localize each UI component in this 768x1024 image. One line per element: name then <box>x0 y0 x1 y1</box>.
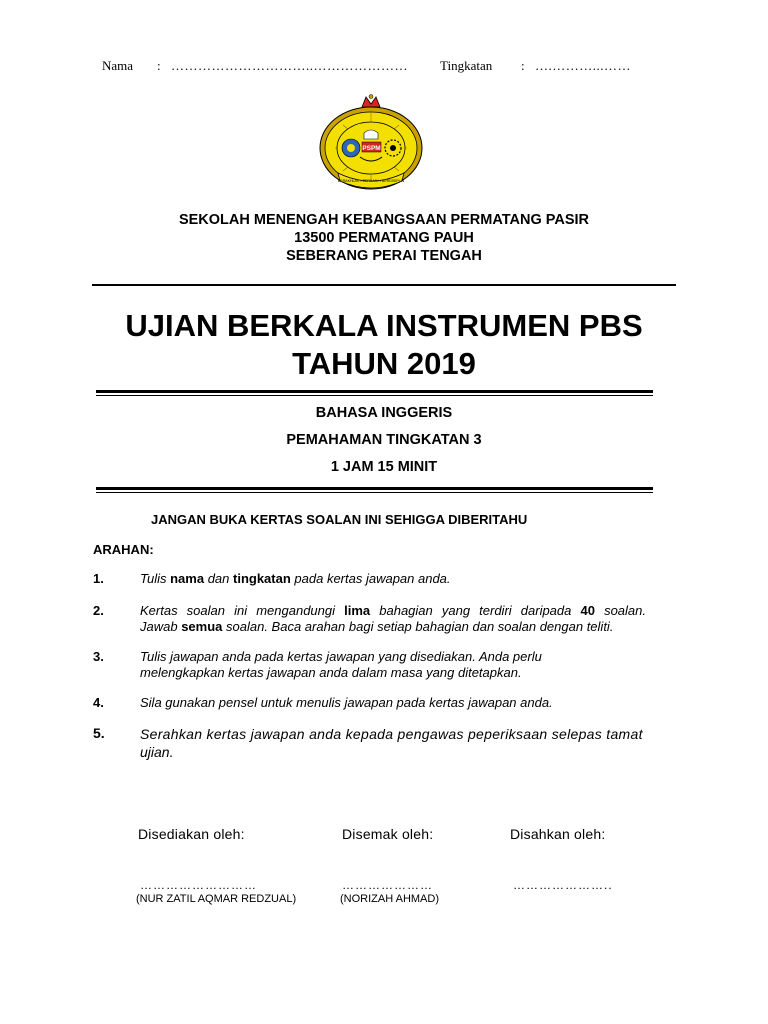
crest-motto: BERAKHLAK • BERILMU • BERDISIPLIN <box>337 179 405 183</box>
instruction-text-line2: Jawab semua soalan. Baca arahan bagi setiap bahagian dan soalan dengan teliti. <box>140 619 614 634</box>
instruction-text: Tulis nama dan tingkatan pada kertas jawapan anda. <box>140 571 451 586</box>
exam-paper: PEMAHAMAN TINGKATAN 3 <box>286 432 482 448</box>
signature-name: (NUR ZATIL AQMAR REDZUAL) <box>136 893 297 905</box>
header-divider <box>92 284 676 286</box>
school-crest <box>318 93 424 193</box>
instruction-text-line1: Sila gunakan pensel untuk menulis jawapan pada kertas jawapan anda. <box>140 695 553 710</box>
crest-icon <box>318 93 424 193</box>
signature-line: ………………… <box>342 878 433 892</box>
instruction-number: 4. <box>93 695 104 710</box>
signature-label: Disahkan oleh: <box>510 826 606 842</box>
subject-rule-thin <box>96 492 653 493</box>
form-separator: : <box>521 58 525 73</box>
subject-rule-thick <box>96 487 653 490</box>
name-separator: : <box>157 58 161 73</box>
instruction-text-line1: Serahkan kertas jawapan anda kepada pengawas peperiksaan selepas tamat <box>140 726 643 742</box>
signature-line: ……………………… <box>140 878 257 892</box>
signature-label: Disediakan oleh: <box>138 826 245 842</box>
form-label: Tingkatan <box>440 58 493 73</box>
instruction-text-line2: melengkapkan kertas jawapan anda dalam masa yang ditetapkan. <box>140 665 522 680</box>
exam-title-line2: TAHUN 2019 <box>292 346 476 381</box>
instruction-text-line1: Kertas soalan ini mengandungi lima bahagian yang terdiri daripada 40 soalan. <box>140 603 646 618</box>
instruction-number: 1. <box>93 571 104 586</box>
instruction-text-line2: ujian. <box>140 744 174 760</box>
instruction-number: 5. <box>93 725 105 741</box>
warning-text: JANGAN BUKA KERTAS SOALAN INI SEHIGGA DIBERITAHU <box>151 512 528 527</box>
school-name: SEKOLAH MENENGAH KEBANGSAAN PERMATANG PASIR <box>178 212 590 228</box>
name-label: Nama <box>102 58 134 73</box>
signature-label: Disemak oleh: <box>342 826 434 842</box>
school-district: SEBERANG PERAI TENGAH <box>286 248 482 264</box>
title-rule-thin <box>96 395 653 396</box>
signature-name: (NORIZAH AHMAD) <box>340 893 439 905</box>
name-field[interactable]: …………………………..………………… <box>171 58 408 73</box>
crest-badge-text: PSPM <box>362 145 381 152</box>
exam-subject: BAHASA INGGERIS <box>315 405 453 421</box>
title-rule-thick <box>96 390 653 393</box>
school-address: 13500 PERMATANG PAUH <box>294 230 474 246</box>
exam-duration: 1 JAM 15 MINIT <box>330 459 438 475</box>
instruction-number: 3. <box>93 649 104 664</box>
signature-line: ………………….. <box>513 878 613 892</box>
instruction-number: 2. <box>93 603 104 618</box>
instructions-heading: ARAHAN: <box>93 542 154 557</box>
exam-title-line1: UJIAN BERKALA INSTRUMEN PBS <box>125 308 643 343</box>
instruction-text-line1: Tulis jawapan anda pada kertas jawapan yang disediakan. Anda perlu <box>140 649 542 664</box>
form-field[interactable]: ….………...…… <box>535 58 631 73</box>
